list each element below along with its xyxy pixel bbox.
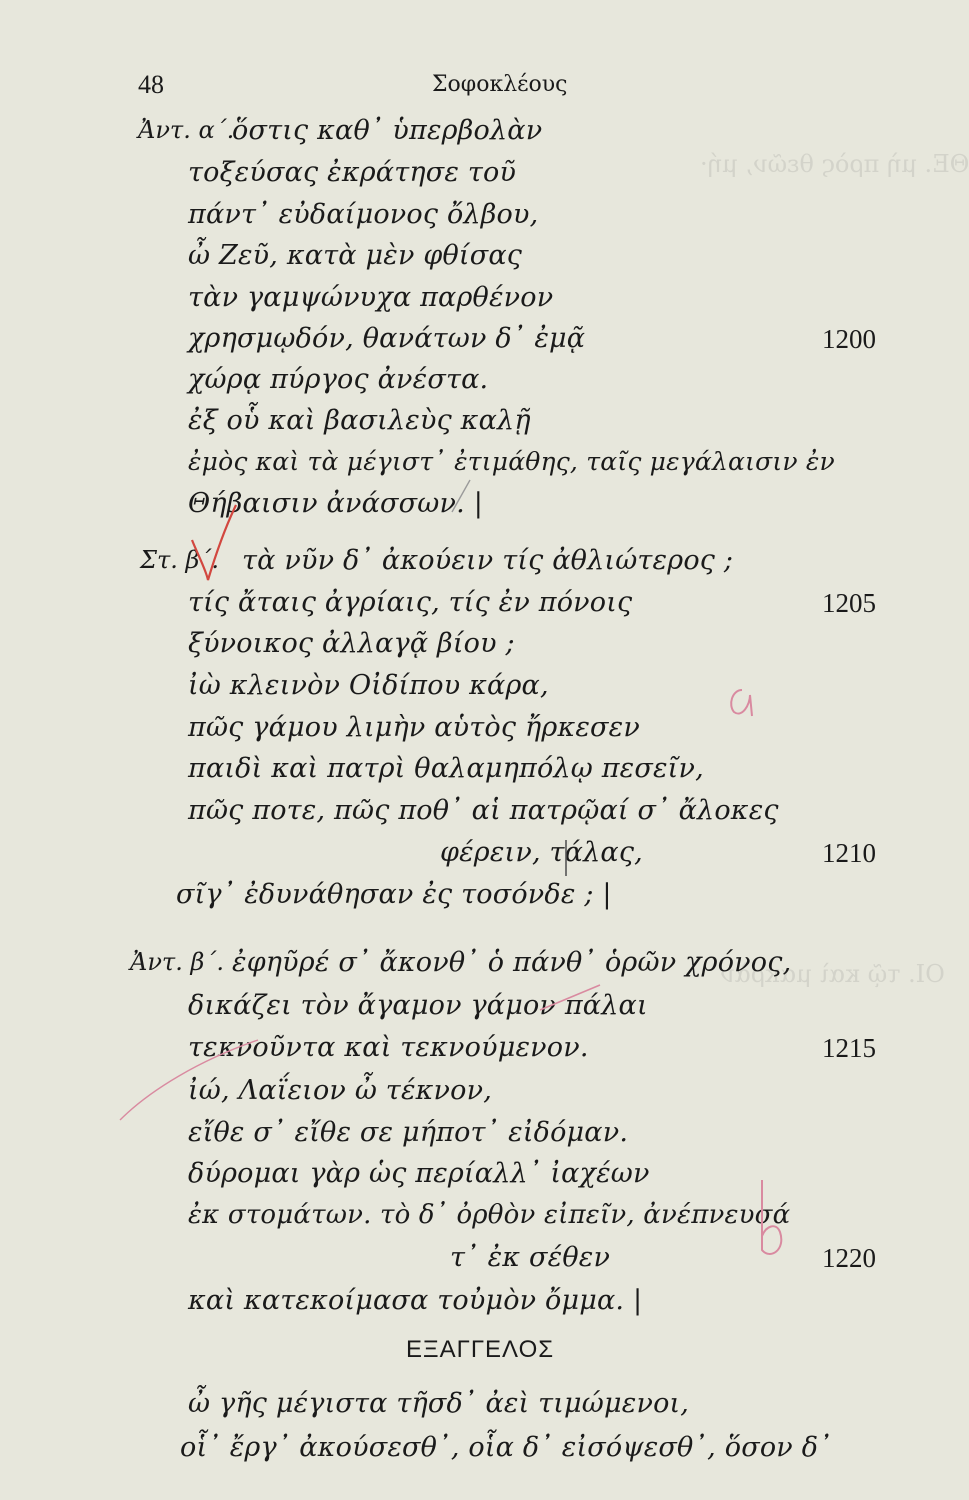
verse-line: πῶς ποτε, πῶς ποθ᾿ αἱ πατρῷαί σ᾿ ἄλοκες: [188, 795, 779, 826]
verse-line: φέρειν, τάλας,: [440, 837, 643, 868]
verse-line: τοξεύσας ἐκράτησε τοῦ: [188, 157, 517, 188]
verse-line: χώρᾳ πύργος ἀνέστα.: [188, 364, 489, 395]
running-title: Σοφοκλέους: [432, 72, 568, 97]
verse-line: ὦ γῆς μέγιστα τῆσδ᾿ ἀεὶ τιμώμενοι,: [188, 1388, 690, 1419]
verse-line: τὰ νῦν δ᾿ ἀκούειν τίς ἀθλιώτερος ;: [242, 545, 734, 576]
antistrophe-a-label: Ἀντ. α΄.: [138, 116, 235, 144]
verse-line: εἴθε σ᾿ εἴθε σε μήποτ᾿ εἰδόμαν.: [188, 1117, 629, 1148]
strophe-b-label: Στ. β΄.: [140, 546, 220, 574]
page-number: 48: [138, 70, 164, 99]
verse-line: τὰν γαμψώνυχα παρθένον: [188, 282, 554, 313]
verse-line: ὅστις καθ᾿ ὑπερβολὰν: [232, 115, 543, 146]
verse-line: ἐξ οὗ καὶ βασιλεὺς καλῇ: [188, 405, 531, 436]
verse-line: πάντ᾿ εὐδαίμονος ὄλβου,: [188, 199, 539, 230]
verse-line: δικάζει τὸν ἄγαμον γάμον πάλαι: [188, 990, 648, 1021]
verse-line: τ᾿ ἐκ σέθεν: [450, 1242, 611, 1273]
verse-line: ἐμὸς καὶ τὰ μέγιστ᾿ ἐτιμάθης, ταῖς μεγάλαισιν ἐν: [188, 447, 835, 476]
show-through-text: ΟΙ. τῷ καὶ μακρὰν: [720, 960, 945, 988]
verse-line: ἰώ, Λαΐειον ὦ τέκνον,: [188, 1075, 493, 1106]
verse-line: τίς ἄταις ἀγρίαις, τίς ἐν πόνοις: [188, 587, 633, 618]
verse-line: παιδὶ καὶ πατρὶ θαλαμηπόλῳ πεσεῖν,: [188, 753, 704, 784]
line-number: 1215: [822, 1033, 876, 1063]
speaker-name: ΕΞΑΓΓΕΛΟΣ: [406, 1336, 555, 1363]
line-number: 1220: [822, 1243, 876, 1273]
verse-line: τεκνοῦντα καὶ τεκνούμενον.: [188, 1032, 589, 1063]
verse-line: οἷ᾿ ἔργ᾿ ἀκούσεσθ᾿, οἷα δ᾿ εἰσόψεσθ᾿, ὅσον δ᾿: [180, 1432, 832, 1463]
verse-line: χρησμῳδόν, θανάτων δ᾿ ἐμᾷ: [188, 323, 586, 354]
line-number: 1210: [822, 838, 876, 868]
verse-line: σῖγ᾿ ἐδυνάθησαν ἐς τοσόνδε ; |: [176, 879, 612, 910]
verse-line: καὶ κατεκοίμασα τοὐμὸν ὄμμα. |: [188, 1285, 643, 1316]
pencil-letter-a: [731, 690, 752, 716]
line-number: 1200: [822, 324, 876, 354]
verse-line: Θήβαισιν ἀνάσσων. |: [188, 488, 483, 519]
show-through-text: ΘΕ. μὴ πρὸς θεῶν, μή·: [700, 150, 969, 178]
verse-line: ἐκ στομάτων. τὸ δ᾿ ὀρθὸν εἰπεῖν, ἀνέπνευσά: [188, 1200, 791, 1230]
verse-line: ὦ Ζεῦ, κατὰ μὲν φθίσας: [188, 240, 523, 271]
verse-line: ξύνοικος ἀλλαγᾷ βίου ;: [188, 628, 515, 659]
verse-line: ἐφηῦρέ σ᾿ ἄκονθ᾿ ὁ πάνθ᾿ ὁρῶν χρόνος,: [232, 947, 792, 978]
line-number: 1205: [822, 588, 876, 618]
verse-line: δύρομαι γὰρ ὡς περίαλλ᾿ ἰαχέων: [188, 1158, 650, 1189]
verse-line: πῶς γάμου λιμὴν αὑτὸς ἤρκεσεν: [188, 712, 640, 743]
page-header: [138, 70, 876, 104]
verse-line: ἰὼ κλεινὸν Οἰδίπου κάρα,: [188, 670, 549, 701]
antistrophe-b-label: Ἀντ. β΄.: [130, 948, 224, 976]
